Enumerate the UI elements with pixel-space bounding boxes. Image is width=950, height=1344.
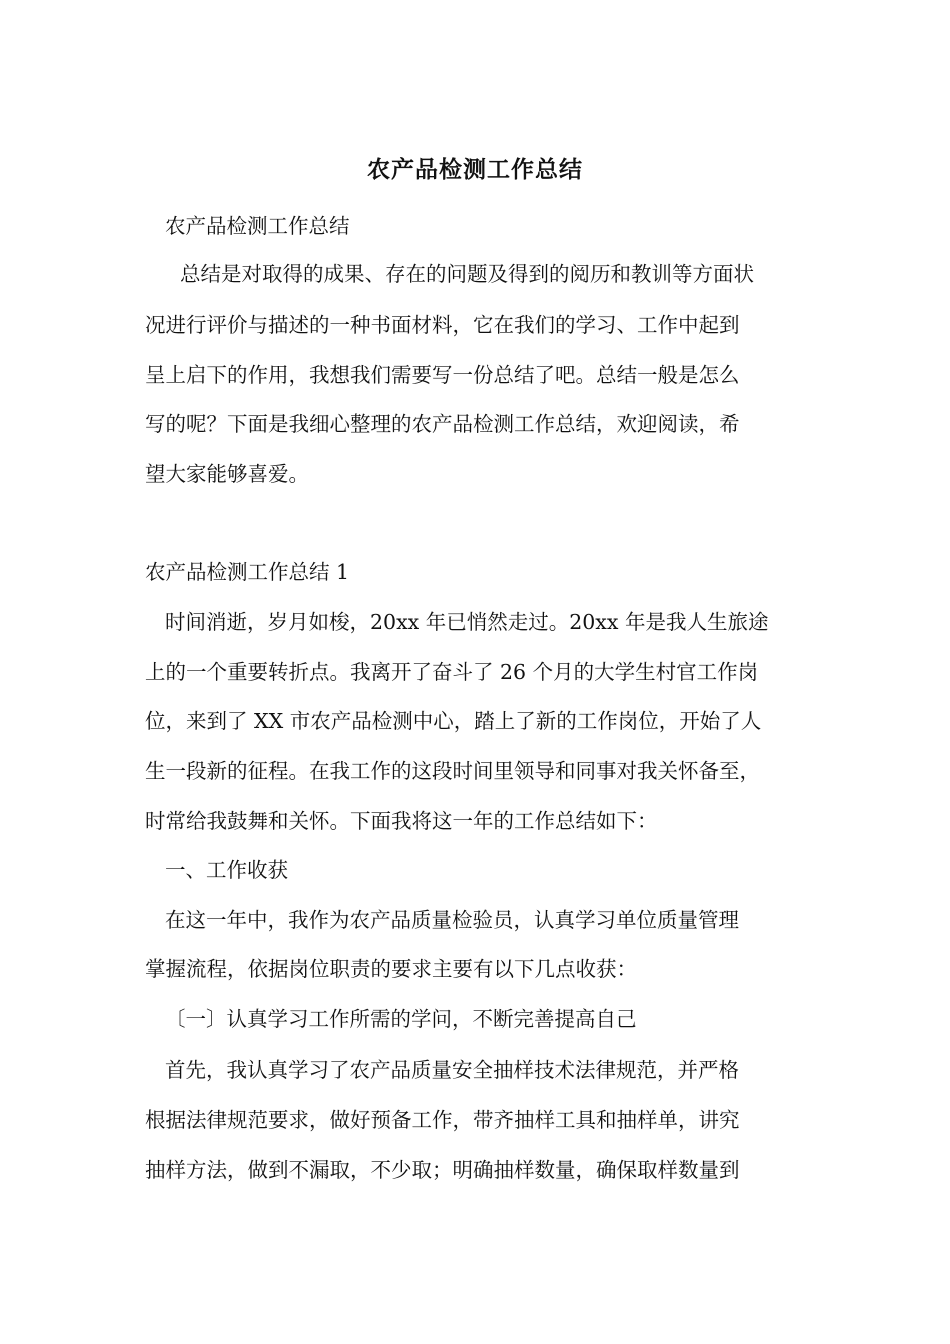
text-line: 望大家能够喜爱。 (145, 462, 309, 486)
document-title: 农产品检测工作总结 (367, 157, 583, 183)
text-line: 上的一个重要转折点。我离开了奋斗了 26 个月的大学生村官工作岗 (145, 660, 759, 684)
section-heading: 农产品检测工作总结 1 (145, 560, 350, 584)
text-line: 总结是对取得的成果、存在的问题及得到的阅历和教训等方面状 (180, 262, 754, 286)
text-line: 生一段新的征程。在我工作的这段时间里领导和同事对我关怀备至， (145, 759, 760, 783)
text-line: 位，来到了 XX 市农产品检测中心，踏上了新的工作岗位，开始了人 (145, 709, 762, 733)
text-line: 时常给我鼓舞和关怀。下面我将这一年的工作总结如下： (145, 809, 658, 833)
subsection-heading: 一、工作收获 (165, 858, 288, 882)
text-line: 掌握流程，依据岗位职责的要求主要有以下几点收获： (145, 957, 637, 981)
text-line: 根据法律规范要求，做好预备工作，带齐抽样工具和抽样单，讲究 (145, 1108, 740, 1132)
text-line: 写的呢？下面是我细心整理的农产品检测工作总结，欢迎阅读，希 (145, 412, 740, 436)
text-line: 首先，我认真学习了农产品质量安全抽样技术法律规范，并严格 (165, 1058, 739, 1082)
text-line: 况进行评价与描述的一种书面材料，它在我们的学习、工作中起到 (145, 313, 740, 337)
text-line: 呈上启下的作用，我想我们需要写一份总结了吧。总结一般是怎么 (145, 363, 740, 387)
text-line: 农产品检测工作总结 (165, 214, 350, 238)
subsection-heading: 〔一〕认真学习工作所需的学问，不断完善提高自己 (165, 1007, 637, 1031)
text-line: 抽样方法，做到不漏取，不少取；明确抽样数量，确保取样数量到 (145, 1158, 740, 1182)
text-line: 时间消逝，岁月如梭，20xx 年已悄然走过。20xx 年是我人生旅途 (165, 610, 769, 634)
text-line: 在这一年中，我作为农产品质量检验员，认真学习单位质量管理 (165, 908, 739, 932)
